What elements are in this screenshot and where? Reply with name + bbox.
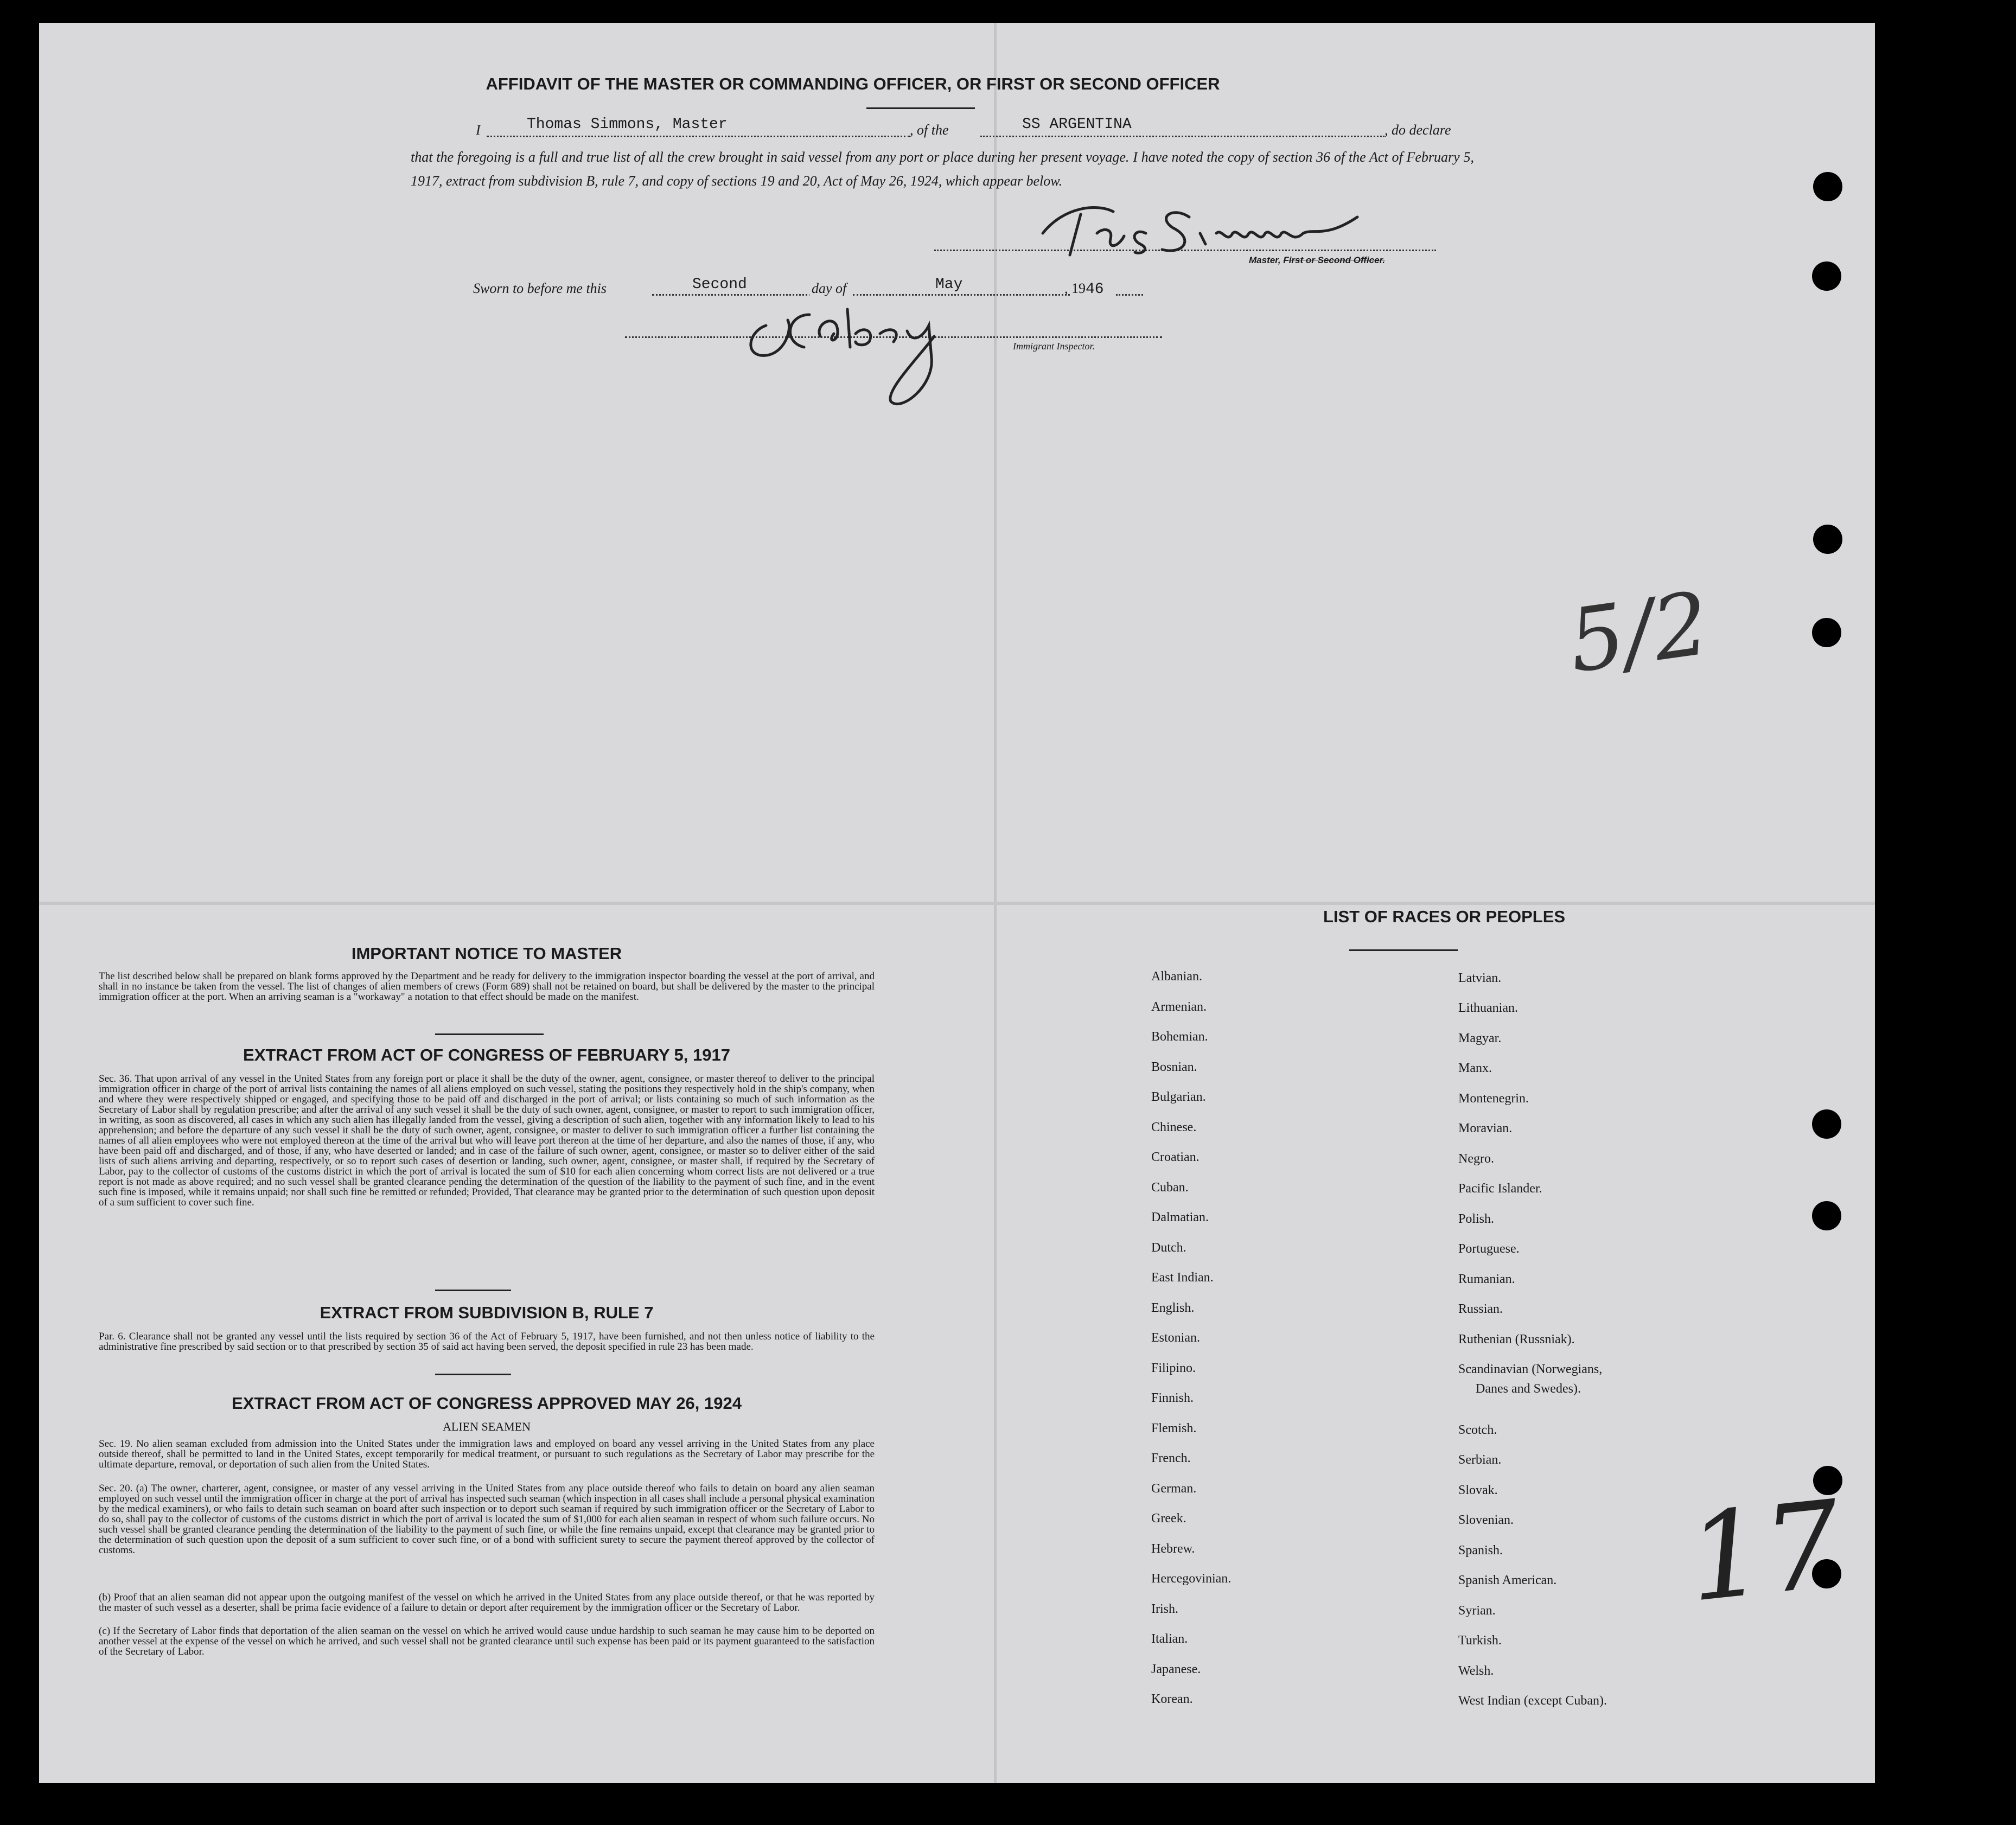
race-right-item: Rumanian.: [1458, 1272, 1515, 1286]
race-left-item: Croatian.: [1151, 1150, 1200, 1164]
races-rule: [1349, 949, 1458, 951]
race-left-item: Dalmatian.: [1151, 1210, 1209, 1224]
race-left-item: German.: [1151, 1482, 1197, 1496]
race-left-item: East Indian.: [1151, 1271, 1214, 1285]
annotation-number: 17: [1681, 1475, 1847, 1629]
sec20b-body: (b) Proof that an alien seaman did not appear upon the outgoing manifest of the vessel on which he arrived in the United States from any place outside thereof, or that he was reported by the master of such vessel as a deserter, shall be prima facie evidence of a failure to detain or deport after requirement by the immigration officer or the Secretary of Labor.: [99, 1592, 875, 1613]
race-right-item: Moravian.: [1458, 1121, 1513, 1135]
punch-hole: [1812, 261, 1841, 291]
rule7-body: Par. 6. Clearance shall not be granted any vessel until the lists required by section 36 of the Act of February 5, 1917, have been furnished, and not then unless notice of liability to the administrative fine prescribed by said section or to that prescribed by section 35 of said act having been served, the deposit specified in rule 23 has been made.: [99, 1331, 875, 1352]
master-caption-text: Master,: [1249, 255, 1284, 265]
year-suffix: 46: [1086, 281, 1104, 298]
master-name: Thomas Simmons, Master: [525, 116, 730, 133]
race-left-item: Finnish.: [1151, 1391, 1194, 1405]
year-prefix: , 19: [1064, 280, 1086, 296]
punch-hole: [1813, 172, 1842, 201]
notice-title: IMPORTANT NOTICE TO MASTER: [351, 944, 622, 963]
race-left-item: Hebrew.: [1151, 1542, 1195, 1556]
sworn-day: Second: [690, 276, 749, 293]
inspector-signature: [739, 293, 1010, 418]
race-right-item: Magyar.: [1458, 1031, 1502, 1045]
affidavit-body: that the foregoing is a full and true list of all the crew brought in said vessel from any port or place during her present voyage. I have noted the copy of section 36 of the Act of February 5, 1917, extract from subdivision B, rule 7, and copy of sections 19 and 20, Act of May 26, 1924, which appear below.: [411, 149, 1474, 189]
race-left-item: Cuban.: [1151, 1180, 1189, 1195]
race-right-item: Negro.: [1458, 1152, 1494, 1166]
race-left-item: Chinese.: [1151, 1120, 1197, 1134]
race-left-item: Bohemian.: [1151, 1030, 1208, 1044]
race-left-item: English.: [1151, 1301, 1195, 1315]
fold-horizontal: [39, 902, 1875, 905]
race-right-item: Serbian.: [1458, 1453, 1502, 1467]
extract-1924-subtitle: ALIEN SEAMEN: [443, 1420, 531, 1433]
of-the-label: , of the: [910, 122, 949, 138]
struck-caption: First or Second Officer.: [1283, 255, 1385, 265]
sworn-month: May: [933, 276, 965, 293]
race-right-item: Ruthenian (Russniak).: [1458, 1332, 1575, 1347]
master-signature: [1032, 195, 1412, 260]
document-sheet: [39, 23, 1875, 1783]
extract-1924-title: EXTRACT FROM ACT OF CONGRESS APPROVED MAY 26, 1924: [232, 1394, 742, 1413]
race-right-item: Turkish.: [1458, 1633, 1502, 1648]
race-left-item: Irish.: [1151, 1602, 1178, 1616]
race-right-item: Russian.: [1458, 1302, 1503, 1316]
annotation-fraction: 5/2: [1562, 572, 1715, 693]
master-caption: [1249, 255, 1385, 266]
vessel-name: SS ARGENTINA: [1020, 116, 1134, 133]
extract-1917-title: EXTRACT FROM ACT OF CONGRESS OF FEBRUARY 5, 1917: [243, 1045, 730, 1064]
notice-body: The list described below shall be prepared on blank forms approved by the Department and be ready for delivery to the immigration inspector boarding the vessel at the port of arrival, and shall in no instance be taken from the vessel. The list of changes of alien members of crews (Form 689) shall not be retained on board, but shall be delivered by the master to the principal immigration officer at the port. When an arriving seaman is a "workaway" a notation to that effect should be made on the manifest.: [99, 971, 875, 1003]
sworn-label: Sworn to before me this: [473, 280, 607, 296]
race-left-item: Japanese.: [1151, 1662, 1201, 1676]
race-right-item: Scandinavian (Norwegians,: [1458, 1362, 1603, 1376]
divider-3: [435, 1374, 511, 1375]
race-right-item: Pacific Islander.: [1458, 1182, 1542, 1196]
inspector-caption: Immigrant Inspector.: [1013, 341, 1095, 352]
race-right-item: Danes and Swedes).: [1476, 1382, 1581, 1396]
race-left-item: Greek.: [1151, 1511, 1186, 1526]
punch-hole: [1812, 1109, 1841, 1139]
race-right-item: Lithuanian.: [1458, 1001, 1518, 1015]
sec19-body: Sec. 19. No alien seaman excluded from admission into the United States under the immigration laws and employed on board any vessel arriving in the United States from any place outside thereof, shall be permitted to land in the United States, except temporarily for medical treatment, or pursuant to such regulations as the Secretary of Labor may prescribe for the ultimate departure, removal, or deportation of such alien from the United States.: [99, 1438, 875, 1470]
sec20c-body: (c) If the Secretary of Labor finds that deportation of the alien seaman on the vessel on which he arrived would cause undue hardship to such seaman he may cause him to be deported on another vessel at the expense of the vessel on which he arrived, and such vessel shall not be granted clearance until such expense has been paid or its payment guaranteed to the satisfaction of the Secretary of Labor.: [99, 1625, 875, 1657]
race-left-item: Flemish.: [1151, 1421, 1197, 1435]
year-field: [1064, 280, 1104, 298]
race-left-item: Bosnian.: [1151, 1060, 1197, 1074]
race-left-item: Korean.: [1151, 1692, 1193, 1706]
race-left-item: Bulgarian.: [1151, 1090, 1206, 1104]
divider-2: [435, 1290, 511, 1291]
race-right-item: Slovak.: [1458, 1483, 1498, 1497]
extract-1917-body: Sec. 36. That upon arrival of any vessel in the United States from any foreign port or place it shall be the duty of the owner, agent, consignee, or master thereof to deliver to the principal immigration officer in charge of the port of arrival lists containing the names of all aliens employed on such vessel, stating the positions they respectively hold in the ship's company, when and where they were respectively shipped or engaged, and specifying those to be paid off and discharged in the port of arrival; or lists containing so much of such information as the Secretary of Labor shall by regulation prescribe; and after the arrival of any such vessel it shall be the duty of such owner, agent, consignee, or master to report to such immigration officer, in writing, as soon as discovered, all cases in which any such alien has illegally landed from the vessel, giving a description of such alien, together with any information likely to lead to his apprehension; and before the departure of any such vessel it shall be the duty of such owner, agent, consignee, or master to deliver to such immigration officer a further list containing the names of all alien employees who were not employed thereon at the time of the arrival but who will leave port thereon at the time of her departure, and also the names of those, if any, who have been paid off and discharged, and of those, if any, who have deserted or landed; and in case of the failure of such owner, agent, consignee, or master so to deliver either of the said lists of such aliens arriving and departing, respectively, or so to report such cases of desertion or landing, such owner, agent, consignee, or master shall, if required by the Secretary of Labor, pay to the collector of customs of the customs district in which the port of arrival is located the sum of $10 for each alien concerning whom correct lists are not delivered or a true report is not made as above required; and no such vessel shall be granted clearance pending the determination of the question of the liability to the payment of such fine, and in the event such fine is imposed, while it remains unpaid; nor shall such fine be remitted or refunded; Provided, That clearance may be granted prior to the determination of such question upon deposit of a sum sufficient to cover such fine.: [99, 1073, 875, 1208]
rule7-title: EXTRACT FROM SUBDIVISION B, RULE 7: [320, 1303, 654, 1322]
race-left-item: Albanian.: [1151, 969, 1202, 984]
affidavit-title: AFFIDAVIT OF THE MASTER OR COMMANDING OFFICER, OR FIRST OR SECOND OFFICER: [486, 74, 1220, 93]
race-left-item: Filipino.: [1151, 1361, 1196, 1375]
race-right-item: Syrian.: [1458, 1604, 1496, 1618]
punch-hole: [1812, 618, 1841, 647]
race-right-item: Spanish American.: [1458, 1573, 1557, 1587]
race-left-item: Hercegovinian.: [1151, 1572, 1232, 1586]
sec20a-body: Sec. 20. (a) The owner, charterer, agent, consignee, or master of any vessel arriving in the United States from any place outside thereof who fails to detain on board any alien seaman employed on such vessel until the immigration officer in charge at the port of arrival has inspected such seaman (which inspection in all cases shall include a personal physical examination by the medical examiners), or who fails to detain such seaman on board after such inspection or to deport such seaman if required by such immigration officer or the Secretary of Labor to do so, shall pay to the collector of customs of the customs district in which the port of arrival is located the sum of $1,000 for each alien seaman in respect of whom such failure occurs. No such vessel shall be granted clearance pending the determination of the liability to the payment of such fine, or while the fine remains unpaid, except that clearance may be granted prior to the determination of such question upon the deposit of a sum sufficient to cover such fine, or of a bond with sufficient surety to secure the payment thereof approved by the collector of customs.: [99, 1483, 875, 1556]
year-dots: [1116, 284, 1143, 296]
race-right-item: Welsh.: [1458, 1664, 1494, 1678]
race-right-item: Polish.: [1458, 1212, 1495, 1226]
race-right-item: Spanish.: [1458, 1543, 1503, 1558]
race-left-item: Dutch.: [1151, 1241, 1186, 1255]
race-right-item: Portuguese.: [1458, 1242, 1520, 1256]
day-of-label: day of: [809, 280, 848, 297]
race-right-item: Manx.: [1458, 1061, 1492, 1075]
punch-hole: [1812, 1201, 1841, 1230]
race-right-item: Slovenian.: [1458, 1513, 1514, 1527]
race-left-item: Estonian.: [1151, 1331, 1200, 1345]
declare-label: , do declare: [1385, 122, 1451, 138]
race-right-item: Latvian.: [1458, 971, 1502, 985]
race-left-item: French.: [1151, 1451, 1191, 1465]
race-left-item: Armenian.: [1151, 1000, 1207, 1014]
race-right-item: Montenegrin.: [1458, 1092, 1529, 1106]
i-label: I: [476, 122, 481, 138]
race-right-item: West Indian (except Cuban).: [1458, 1694, 1607, 1708]
races-title: LIST OF RACES OR PEOPLES: [1323, 907, 1566, 926]
race-right-item: Scotch.: [1458, 1423, 1497, 1437]
punch-hole: [1813, 525, 1842, 554]
divider-1: [435, 1033, 544, 1035]
title-rule: [866, 107, 975, 109]
race-left-item: Italian.: [1151, 1632, 1188, 1646]
